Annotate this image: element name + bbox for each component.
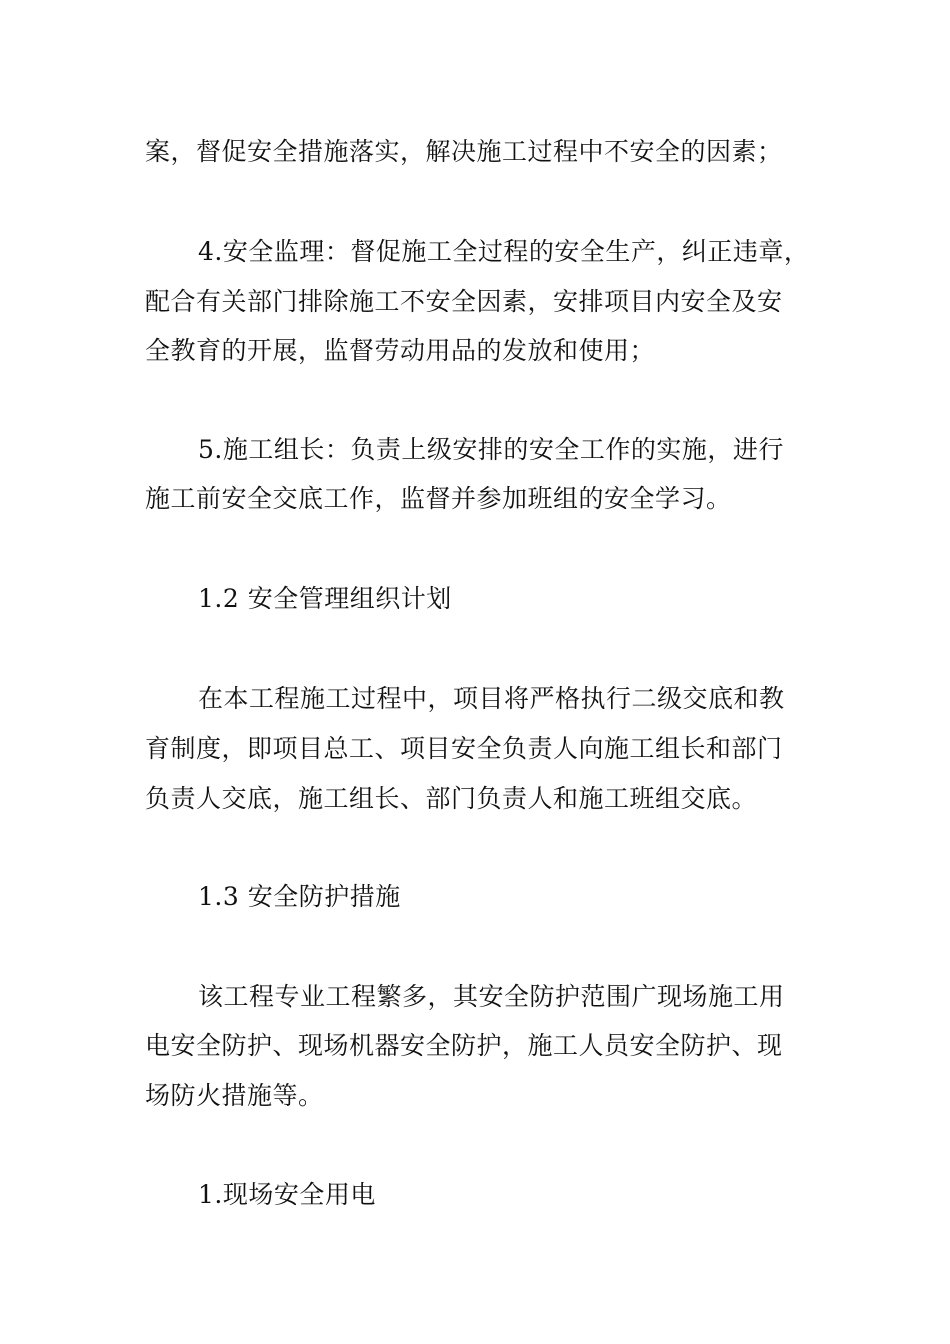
paragraph-line: 案，督促安全措施落实，解决施工过程中不安全的因素； [145,137,783,166]
paragraph-line: 电安全防护、现场机器安全防护，施工人员安全防护、现 [145,1031,783,1060]
paragraph-line: 全教育的开展，监督劳动用品的发放和使用； [145,336,656,365]
list-item-line: 5.施工组长：负责上级安排的安全工作的实施，进行 [198,435,784,464]
paragraph-line: 该工程专业工程繁多，其安全防护范围广现场施工用 [198,982,785,1011]
paragraph-line: 施工前安全交底工作，监督并参加班组的安全学习。 [145,484,732,513]
paragraph-line: 负责人交底，施工组长、部门负责人和施工班组交底。 [145,784,758,813]
section-heading: 1.2 安全管理组织计划 [198,584,452,613]
paragraph-line: 场防火措施等。 [145,1081,324,1110]
list-item-line: 4.安全监理：督促施工全过程的安全生产，纠正违章， [198,237,810,266]
section-heading: 1.3 安全防护措施 [198,882,401,911]
paragraph-line: 在本工程施工过程中，项目将严格执行二级交底和教 [198,684,785,713]
paragraph-line: 育制度，即项目总工、项目安全负责人向施工组长和部门 [145,734,783,763]
section-heading: 1.现场安全用电 [198,1180,376,1209]
paragraph-line: 配合有关部门排除施工不安全因素，安排项目内安全及安 [145,287,783,316]
